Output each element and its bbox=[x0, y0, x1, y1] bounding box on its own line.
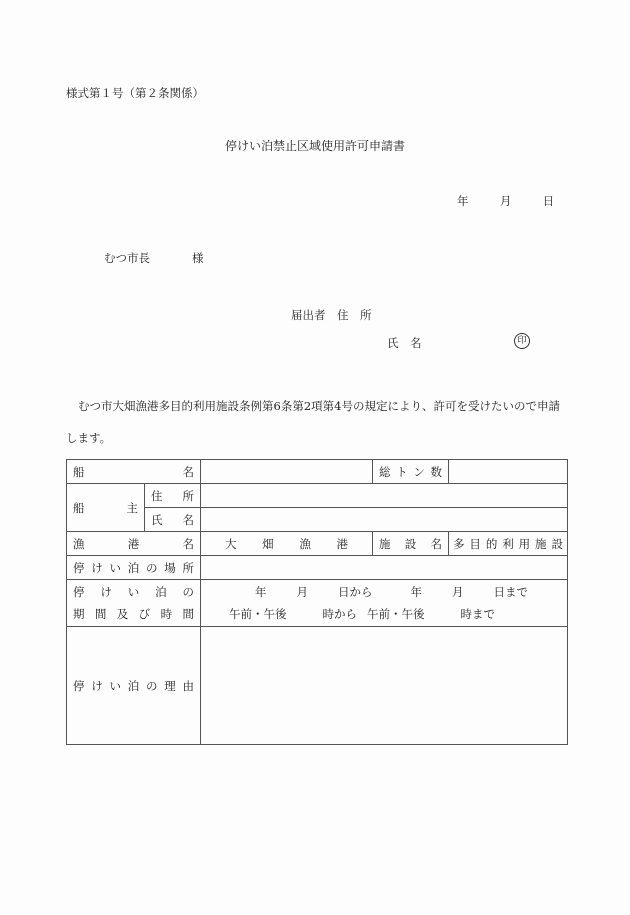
label-char: 船 bbox=[73, 500, 85, 515]
label-char: 名 bbox=[182, 512, 194, 527]
period-line-2 bbox=[229, 603, 561, 625]
owner-address-field[interactable] bbox=[201, 484, 568, 508]
period-to-year: 年 bbox=[410, 585, 422, 599]
date-day: 日 bbox=[542, 194, 555, 208]
period-from-day: 日から bbox=[338, 585, 373, 599]
period-from-hour: 時から bbox=[322, 607, 357, 621]
period-line-1 bbox=[229, 581, 561, 603]
label-char: 名 bbox=[182, 464, 194, 479]
label-char: 所 bbox=[182, 488, 194, 503]
row-owner-address bbox=[67, 484, 568, 508]
label-char: 多 bbox=[453, 536, 465, 551]
label-char: 泊 bbox=[155, 585, 167, 599]
label-char: け bbox=[100, 585, 112, 599]
label-char: の bbox=[182, 585, 194, 599]
label-char: 時 bbox=[160, 607, 173, 621]
label-char: 住 bbox=[151, 488, 163, 503]
label-char: ン bbox=[413, 464, 425, 479]
label-char: 泊 bbox=[127, 678, 140, 693]
port-name-label bbox=[73, 536, 194, 552]
label-char: 港 bbox=[127, 536, 140, 551]
label-char: 理 bbox=[164, 678, 176, 693]
label-char: 設 bbox=[551, 536, 563, 551]
facility-name-label bbox=[379, 536, 442, 552]
applicant-address-label: 届出者 住 所 bbox=[291, 308, 372, 322]
row-mooring-place bbox=[67, 556, 568, 580]
form-number: 様式第１号（第２条関係） bbox=[66, 86, 204, 100]
gross-tonnage-field[interactable] bbox=[449, 460, 568, 484]
label-char: 停 bbox=[73, 560, 85, 575]
label-char: け bbox=[91, 678, 103, 693]
ship-name-label bbox=[73, 464, 194, 480]
label-char: 畑 bbox=[262, 536, 274, 551]
owner-name-field[interactable] bbox=[201, 508, 568, 532]
row-mooring-period bbox=[67, 580, 568, 627]
label-char: 港 bbox=[336, 536, 348, 551]
application-table bbox=[66, 459, 568, 745]
label-char: 的 bbox=[485, 536, 498, 551]
mooring-period-label-2 bbox=[73, 603, 194, 625]
label-char: 設 bbox=[404, 536, 417, 551]
owner-address-label bbox=[151, 488, 194, 504]
owner-name-label bbox=[151, 512, 194, 528]
period-from-year: 年 bbox=[255, 585, 267, 599]
label-char: 間 bbox=[94, 607, 107, 621]
seal-mark: 印 bbox=[514, 333, 530, 349]
mooring-period-field[interactable] bbox=[201, 580, 568, 627]
applicant-name-label: 氏 名 bbox=[387, 336, 422, 350]
row-ship-name bbox=[67, 460, 568, 484]
label-char: 漁 bbox=[299, 536, 311, 551]
label-char: い bbox=[109, 560, 121, 575]
label-char: い bbox=[109, 678, 121, 693]
label-char: 期 bbox=[73, 607, 85, 621]
label-char: 大 bbox=[225, 536, 237, 551]
owner-label bbox=[73, 500, 138, 516]
label-char: の bbox=[146, 560, 158, 575]
label-char: 及 bbox=[116, 607, 129, 621]
mooring-reason-field[interactable] bbox=[201, 627, 568, 745]
label-char: 漁 bbox=[73, 536, 85, 551]
label-char: 名 bbox=[430, 536, 442, 551]
period-to-ampm: 午前・午後 bbox=[367, 607, 425, 621]
label-char: 停 bbox=[73, 585, 85, 599]
label-char: 施 bbox=[535, 536, 547, 551]
label-char: 由 bbox=[182, 678, 194, 693]
facility-name-value bbox=[453, 536, 563, 552]
label-char: 間 bbox=[182, 607, 194, 621]
label-char: 泊 bbox=[127, 560, 140, 575]
label-char: 氏 bbox=[151, 512, 163, 527]
date-month: 月 bbox=[499, 194, 512, 208]
row-port bbox=[67, 532, 568, 556]
label-char: 名 bbox=[182, 536, 194, 551]
label-char: 場 bbox=[164, 560, 176, 575]
document-title: 停けい泊禁止区域使用許可申請書 bbox=[224, 139, 405, 153]
port-name-value bbox=[225, 536, 348, 552]
label-char: 総 bbox=[379, 464, 391, 479]
label-char: 用 bbox=[518, 536, 531, 551]
label-char: 利 bbox=[502, 536, 514, 551]
label-char: 施 bbox=[379, 536, 391, 551]
addressee bbox=[104, 250, 204, 266]
label-char: 主 bbox=[126, 500, 138, 515]
period-from-ampm: 午前・午後 bbox=[229, 607, 287, 621]
ship-name-field[interactable] bbox=[201, 460, 373, 484]
mooring-period-label-1 bbox=[73, 581, 194, 603]
body-text: むつ市大畑漁港多目的利用施設条例第6条第2項第4号の規定により、許可を受けたいので申請します。 bbox=[66, 399, 560, 445]
date-line bbox=[457, 193, 554, 209]
label-char: び bbox=[138, 607, 151, 621]
mooring-place-label bbox=[73, 560, 194, 576]
label-char: 停 bbox=[73, 678, 85, 693]
gross-tonnage-label bbox=[379, 464, 442, 480]
addressee-name: むつ市長 bbox=[104, 251, 150, 265]
label-char: い bbox=[127, 585, 140, 599]
row-mooring-reason bbox=[67, 627, 568, 745]
label-char: 数 bbox=[430, 464, 442, 479]
label-char: 目 bbox=[469, 536, 481, 551]
mooring-place-field[interactable] bbox=[201, 556, 568, 580]
label-char: ト bbox=[396, 464, 408, 479]
addressee-honorific: 様 bbox=[192, 251, 204, 265]
label-char: 船 bbox=[73, 464, 85, 479]
period-from-month: 月 bbox=[296, 585, 308, 599]
label-char: け bbox=[91, 560, 103, 575]
mooring-reason-label bbox=[73, 678, 194, 694]
label-char: 所 bbox=[182, 560, 194, 575]
date-year: 年 bbox=[457, 194, 469, 208]
period-to-month: 月 bbox=[452, 585, 464, 599]
period-to-day: 日まで bbox=[493, 585, 528, 599]
label-char: の bbox=[146, 678, 158, 693]
period-to-hour: 時まで bbox=[460, 607, 495, 621]
